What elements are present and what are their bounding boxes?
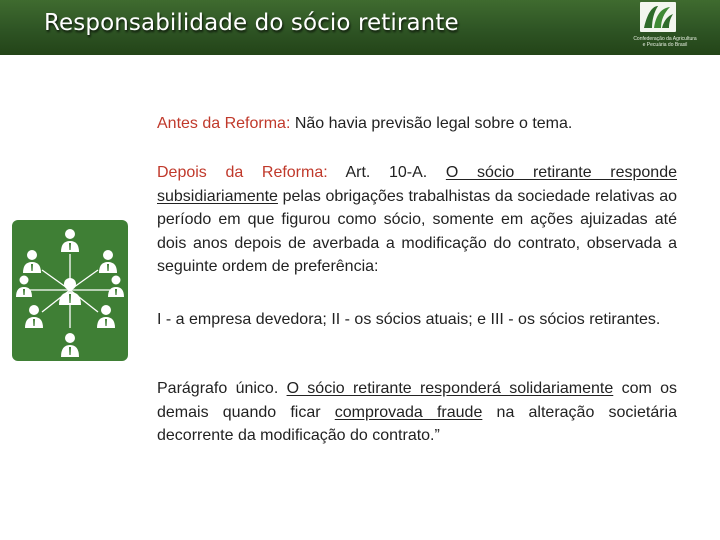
- article-reference: Art. 10-A.: [327, 164, 446, 181]
- cna-logo-icon: [640, 2, 676, 32]
- after-reform-paragraph: [157, 161, 677, 279]
- people-network-icon: [12, 220, 128, 361]
- before-reform-paragraph: [157, 112, 677, 136]
- after-reform-label: Depois da Reforma:: [157, 164, 328, 181]
- people-network-tile: [12, 220, 128, 361]
- before-reform-label: Antes da Reforma:: [157, 115, 291, 132]
- logo-text-line-1: Confederação da Agricultura: [633, 36, 697, 42]
- sole-paragraph: [157, 377, 677, 448]
- sole-paragraph-tail: na alteração societária decorrente da modificação do contrato.”: [157, 403, 678, 444]
- preference-order-paragraph: I - a empresa devedora; II - os sócios atuais; e III - os sócios retirantes.: [157, 311, 661, 328]
- sole-paragraph-middle: com os demais quando ficar: [157, 380, 677, 421]
- proven-fraud-highlight: comprovada fraude: [334, 403, 483, 421]
- sole-paragraph-lead: Parágrafo único.: [157, 380, 287, 397]
- logo-text-line-2: e Pecuária do Brasil: [642, 42, 688, 48]
- after-reform-text: pelas obrigações trabalhistas da sociedade relativas ao período em que figurou como sócio, somente em ações ajuizadas até dois anos depois de averbada a modificação do contrato, observada a seguinte ordem de preferência:: [157, 187, 677, 275]
- slide-title: Responsabilidade do sócio retirante: [44, 10, 459, 36]
- joint-liability-highlight: O sócio retirante responderá solidariamente: [286, 380, 614, 397]
- before-reform-text: Não havia previsão legal sobre o tema.: [290, 115, 573, 132]
- header-bar: [0, 0, 720, 55]
- cna-logo: [624, 2, 706, 53]
- subsidiary-liability-highlight: O sócio retirante responde subsidiariamente: [157, 164, 677, 205]
